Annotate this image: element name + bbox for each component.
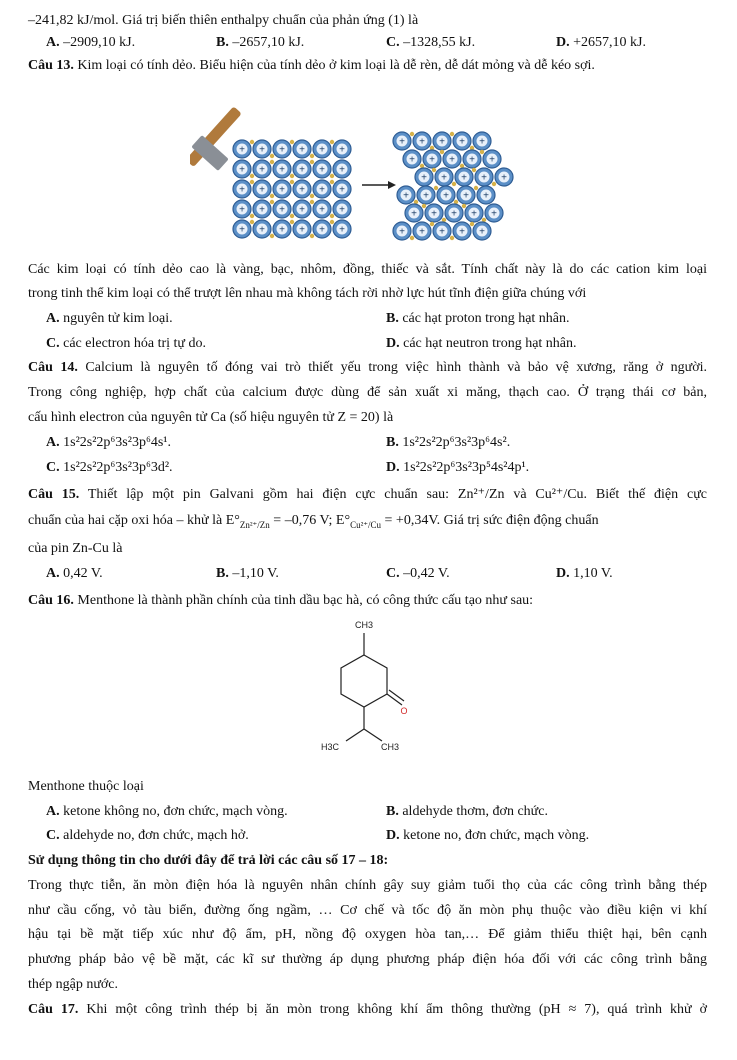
svg-text:+: + bbox=[419, 226, 425, 238]
svg-text:+: + bbox=[409, 154, 415, 166]
methyl-right-label: CH3 bbox=[380, 742, 400, 752]
svg-text:+: + bbox=[239, 144, 245, 156]
svg-text:+: + bbox=[431, 208, 437, 220]
electron-icon bbox=[270, 194, 274, 198]
electron-icon bbox=[422, 204, 426, 208]
svg-text:+: + bbox=[419, 136, 425, 148]
svg-text:+: + bbox=[259, 144, 265, 156]
info-line-1: Trong thực tiễn, ăn mòn điện hóa là nguyên nhân chính gây suy giảm tuổi thọ của các công trình bằng thép bbox=[28, 878, 707, 893]
q12-option-c: C. –1328,55 kJ. bbox=[386, 35, 476, 50]
q12-option-d: D. +2657,10 kJ. bbox=[556, 35, 646, 50]
electron-icon bbox=[270, 154, 274, 158]
svg-text:+: + bbox=[259, 224, 265, 236]
info-line-2: như cầu cống, vỏ tàu biển, đường ống ngầm, … Cơ chế và tốc độ ăn mòn phụ thuộc vào điều kiện vi khí bbox=[28, 903, 707, 918]
electron-icon bbox=[250, 140, 254, 144]
svg-text:+: + bbox=[279, 184, 285, 196]
q12-tail: –241,82 kJ/mol. Giá trị biến thiên enthalpy chuẩn của phản ứng (1) là bbox=[28, 13, 419, 28]
svg-text:+: + bbox=[469, 154, 475, 166]
svg-text:+: + bbox=[319, 224, 325, 236]
q15-option-c: C. –0,42 V. bbox=[386, 566, 450, 581]
svg-text:+: + bbox=[459, 226, 465, 238]
methyl-top-label: CH3 bbox=[354, 620, 374, 630]
svg-text:+: + bbox=[451, 208, 457, 220]
svg-text:+: + bbox=[259, 184, 265, 196]
svg-text:+: + bbox=[399, 226, 405, 238]
electron-icon bbox=[290, 220, 294, 224]
lattice-after bbox=[393, 132, 513, 240]
menthone-structure bbox=[300, 617, 430, 767]
svg-text:+: + bbox=[443, 190, 449, 202]
svg-text:+: + bbox=[479, 136, 485, 148]
electron-icon bbox=[330, 220, 334, 224]
svg-text:+: + bbox=[423, 190, 429, 202]
electron-icon bbox=[410, 132, 414, 136]
q16-option-c: C. aldehyde no, đơn chức, mạch hở. bbox=[46, 828, 249, 843]
electron-icon bbox=[310, 160, 314, 164]
q13-option-d: D. các hạt neutron trong hạt nhân. bbox=[386, 336, 577, 351]
svg-text:+: + bbox=[339, 184, 345, 196]
q16-body: Menthone thuộc loại bbox=[28, 779, 144, 794]
svg-text:+: + bbox=[299, 184, 305, 196]
electron-icon bbox=[270, 160, 274, 164]
electron-icon bbox=[270, 234, 274, 238]
q12-option-a: A. –2909,10 kJ. bbox=[46, 35, 136, 50]
zn-potential: $E^\circ_{Zn^{2+}/Zn} = -0,76$ V; bbox=[225, 513, 336, 530]
q13-option-c: C. các electron hóa trị tự do. bbox=[46, 336, 206, 351]
electron-icon bbox=[330, 140, 334, 144]
svg-text:+: + bbox=[339, 224, 345, 236]
svg-text:+: + bbox=[411, 208, 417, 220]
malleability-figure bbox=[190, 105, 550, 250]
svg-text:+: + bbox=[319, 144, 325, 156]
electron-icon bbox=[310, 154, 314, 158]
svg-text:+: + bbox=[479, 226, 485, 238]
q16-option-a: A. ketone không no, đơn chức, mạch vòng. bbox=[46, 804, 288, 819]
q13-body-2: trong tinh thể kim loại có thể trượt lên nhau mà không tách rời nhờ lực hút tĩnh điện giữa chúng với bbox=[28, 286, 587, 301]
svg-text:+: + bbox=[339, 164, 345, 176]
electron-icon bbox=[250, 180, 254, 184]
svg-text:+: + bbox=[259, 204, 265, 216]
svg-text:+: + bbox=[421, 172, 427, 184]
q14-stem-3: cấu hình electron của nguyên tử Ca (số hiệu nguyên tử Z = 20) là bbox=[28, 410, 394, 425]
svg-text:+: + bbox=[299, 204, 305, 216]
electron-icon bbox=[270, 200, 274, 204]
svg-text:+: + bbox=[439, 136, 445, 148]
svg-text:+: + bbox=[463, 190, 469, 202]
electron-icon bbox=[290, 180, 294, 184]
cu-potential: $E^\circ_{Cu^{2+}/Cu} = +0,34V$. bbox=[335, 513, 444, 530]
svg-text:+: + bbox=[461, 172, 467, 184]
svg-text:+: + bbox=[239, 224, 245, 236]
electron-icon bbox=[250, 220, 254, 224]
q13-stem: Câu 13. Kim loại có tính dẻo. Biểu hiện của tính dẻo ở kim loại là dễ rèn, dễ dát mỏng và dễ kéo sợi. bbox=[28, 58, 595, 73]
electron-icon bbox=[450, 236, 454, 240]
q17-stem: Câu 17. Khi một công trình thép bị ăn mòn trong không khí ẩm thông thường (pH ≈ 7), quá trình khử ở bbox=[28, 1002, 707, 1017]
q15-option-b: B. –1,10 V. bbox=[216, 566, 279, 581]
oxygen-label: O bbox=[400, 706, 408, 716]
electron-icon bbox=[330, 180, 334, 184]
q16-option-d: D. ketone no, đơn chức, mạch vòng. bbox=[386, 828, 590, 843]
svg-text:+: + bbox=[501, 172, 507, 184]
electron-icon bbox=[330, 214, 334, 218]
electron-icon bbox=[470, 222, 474, 226]
electron-icon bbox=[250, 214, 254, 218]
q15-option-a: A. 0,42 V. bbox=[46, 566, 103, 581]
info-line-4: phương pháp bảo vệ bề mặt, các kĩ sư thường áp dụng phương pháp điện hóa đối với các công trình bằng bbox=[28, 952, 707, 967]
svg-text:+: + bbox=[339, 204, 345, 216]
electron-icon bbox=[480, 150, 484, 154]
electron-icon bbox=[310, 234, 314, 238]
svg-text:+: + bbox=[483, 190, 489, 202]
electron-icon bbox=[462, 204, 466, 208]
svg-text:+: + bbox=[239, 204, 245, 216]
electron-icon bbox=[310, 200, 314, 204]
info-line-5: thép ngập nước. bbox=[28, 977, 119, 992]
svg-text:+: + bbox=[279, 204, 285, 216]
svg-text:+: + bbox=[481, 172, 487, 184]
arrow-icon bbox=[362, 181, 396, 189]
q16-stem: Câu 16. Menthone là thành phần chính của tinh dầu bạc hà, có công thức cấu tạo như sau: bbox=[28, 593, 534, 608]
q15-stem-3: của pin Zn-Cu là bbox=[28, 541, 123, 556]
q15-stem-1: Câu 15. Thiết lập một pin Galvani gồm hai điện cực chuẩn sau: Zn²⁺/Zn và Cu²⁺/Cu. Biết thế điện cực bbox=[28, 487, 707, 502]
svg-text:+: + bbox=[449, 154, 455, 166]
q14-option-a: A. 1s²2s²2p⁶3s²3p⁶4s¹. bbox=[46, 435, 171, 450]
q14-option-b: B. 1s²2s²2p⁶3s²3p⁶4s². bbox=[386, 435, 511, 450]
electron-icon bbox=[452, 182, 456, 186]
svg-text:+: + bbox=[441, 172, 447, 184]
svg-text:+: + bbox=[319, 184, 325, 196]
electron-icon bbox=[472, 168, 476, 172]
electron-icon bbox=[330, 174, 334, 178]
svg-text:+: + bbox=[399, 136, 405, 148]
q14-stem-1: Câu 14. Calcium là nguyên tố đóng vai trò thiết yếu trong việc hình thành và bảo vệ xương, răng ở người. bbox=[28, 360, 707, 375]
electron-icon bbox=[310, 194, 314, 198]
electron-icon bbox=[440, 150, 444, 154]
svg-text:+: + bbox=[459, 136, 465, 148]
svg-text:+: + bbox=[339, 144, 345, 156]
svg-text:+: + bbox=[299, 164, 305, 176]
svg-text:+: + bbox=[429, 154, 435, 166]
svg-text:+: + bbox=[439, 226, 445, 238]
q13-option-a: A. nguyên tử kim loại. bbox=[46, 311, 173, 326]
electron-icon bbox=[250, 174, 254, 178]
svg-text:+: + bbox=[299, 224, 305, 236]
q14-stem-2: Trong công nghiệp, hợp chất của calcium được dùng để sản xuất xi măng, thạch cao. Ở trạng thái cơ bản, bbox=[28, 385, 707, 400]
methyl-left-label: H3C bbox=[320, 742, 340, 752]
svg-text:+: + bbox=[239, 164, 245, 176]
lattice-before bbox=[233, 140, 351, 238]
electron-icon bbox=[474, 186, 478, 190]
electron-icon bbox=[430, 222, 434, 226]
q13-body-1: Các kim loại có tính dẻo cao là vàng, bạc, nhôm, đồng, thiếc và sắt. Tính chất này là do các cation kim loại bbox=[28, 262, 707, 277]
q16-option-b: B. aldehyde thơm, đơn chức. bbox=[386, 804, 548, 819]
svg-text:+: + bbox=[279, 224, 285, 236]
electron-icon bbox=[434, 186, 438, 190]
svg-text:+: + bbox=[259, 164, 265, 176]
svg-text:+: + bbox=[319, 164, 325, 176]
electron-icon bbox=[290, 140, 294, 144]
q14-option-c: C. 1s²2s²2p⁶3s²3p⁶3d². bbox=[46, 460, 173, 475]
svg-text:+: + bbox=[299, 144, 305, 156]
svg-text:+: + bbox=[279, 144, 285, 156]
electron-icon bbox=[290, 214, 294, 218]
electron-icon bbox=[410, 236, 414, 240]
info-heading: Sử dụng thông tin cho dưới đây để trả lời các câu số 17 – 18: bbox=[28, 853, 389, 868]
electron-icon bbox=[290, 174, 294, 178]
electron-icon bbox=[450, 132, 454, 136]
svg-text:+: + bbox=[279, 164, 285, 176]
q14-option-d: D. 1s²2s²2p⁶3s²3p⁵4s²4p¹. bbox=[386, 460, 530, 475]
svg-text:+: + bbox=[239, 184, 245, 196]
q13-option-b: B. các hạt proton trong hạt nhân. bbox=[386, 311, 570, 326]
info-line-3: hậu tại bề mặt tiếp xúc như độ ẩm, pH, nồng độ oxygen hòa tan,… Để giảm thiểu thiệt hại, bên cạnh bbox=[28, 927, 707, 942]
svg-text:+: + bbox=[403, 190, 409, 202]
svg-text:+: + bbox=[319, 204, 325, 216]
svg-text:+: + bbox=[491, 208, 497, 220]
q12-option-b: B. –2657,10 kJ. bbox=[216, 35, 305, 50]
electron-icon bbox=[432, 168, 436, 172]
q15-stem-2: chuẩn của hai cặp oxi hóa – khử là $E^\circ_{Zn^{2+}/Zn} = -0,76$ V; $E^\circ_{Cu^{2+}/Cu} = +0,34V$. Giá trị sức điện động chuẩn bbox=[28, 513, 599, 530]
svg-text:+: + bbox=[489, 154, 495, 166]
electron-icon bbox=[492, 182, 496, 186]
svg-text:+: + bbox=[471, 208, 477, 220]
hammer-icon bbox=[190, 106, 242, 171]
q15-option-d: D. 1,10 V. bbox=[556, 566, 613, 581]
